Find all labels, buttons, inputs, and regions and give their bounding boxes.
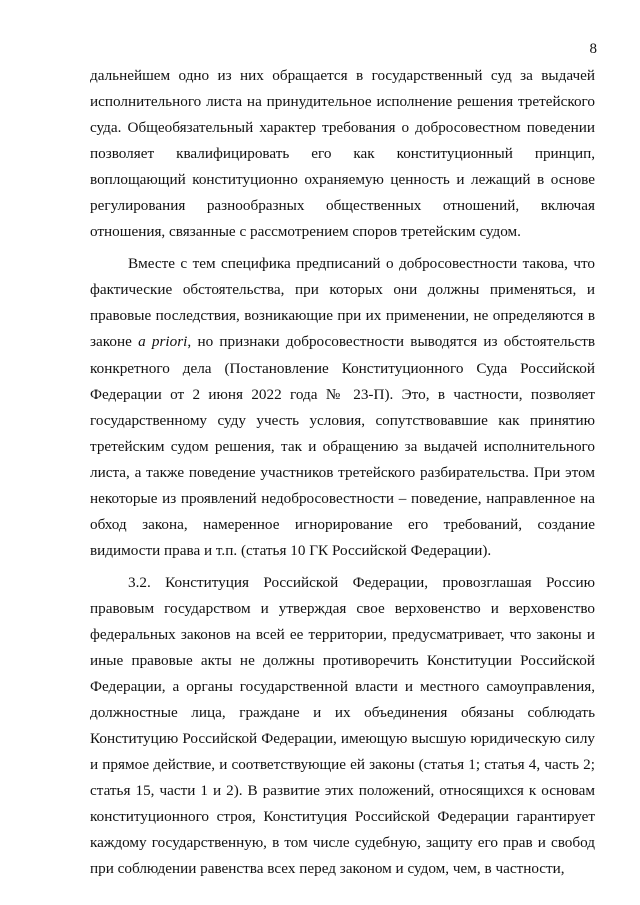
paragraph-text-part-1: Вместе с тем специфика предписаний о добросовестности такова, что фактические обстоятельства, при которых они должны применяться, и правовые последствия, возникающие при их применении, не определяются в законе (90, 255, 595, 351)
paragraph-good-faith-specifics (90, 251, 595, 564)
document-body (90, 63, 595, 882)
page-number: 8 (589, 41, 597, 57)
paragraph-section-3-2: 3.2. Конституция Российской Федерации, провозглашая Россию правовым государством и утверждая свое верховенство и верховенство федеральных законов на всей ее территории, предусматривает, что законы и иные правовые акты не должны противоречить Конституции Российской Федерации, а органы государственной власти и местного самоуправления, должностные лица, граждане и их объединения обязаны соблюдать Конституцию Российской Федерации, имеющую высшую юридическую силу и прямое действие, и соответствующие ей законы (статья 1; статья 4, часть 2; статья 15, части 1 и 2). В развитие этих положений, относящихся к основам конституционного строя, Конституция Российской Федерации гарантирует каждому государственную, в том числе судебную, защиту его прав и свобод при соблюдении равенства всех перед законом и судом, чем, в частности, (90, 573, 595, 878)
paragraph-text-part-2: , но признаки добросовестности выводятся из обстоятельств конкретного дела (Постановление Конституционного Суда Российской Федерации от 2 июня 2022 года № 23-П). Это, в частности, позволяет государственному суду учесть условия, сопутствовавшие как принятию третейским судом решения, так и обращению за выдачей исполнительного листа, а также поведение участников третейского разбирательства. При этом некоторые из проявлений недобросовестности – поведение, направленное на обход закона, намеренное игнорирование его требований, создание видимости права и т.п. (статья 10 ГК Российской Федерации). (90, 333, 596, 559)
italic-term-a-priori: a priori (138, 333, 188, 351)
paragraph-continuation: дальнейшем одно из них обращается в государственный суд за выдачей исполнительного листа на принудительное исполнение решения третейского суда. Общеобязательный характер требования о добросовестном поведении позволяет квалифицировать его как конституционный принцип, воплощающий конституционно охраняемую ценность и лежащий в основе регулирования разнообразных общественных отношений, включая отношения, связанные с рассмотрением споров третейским судом. (90, 67, 595, 241)
